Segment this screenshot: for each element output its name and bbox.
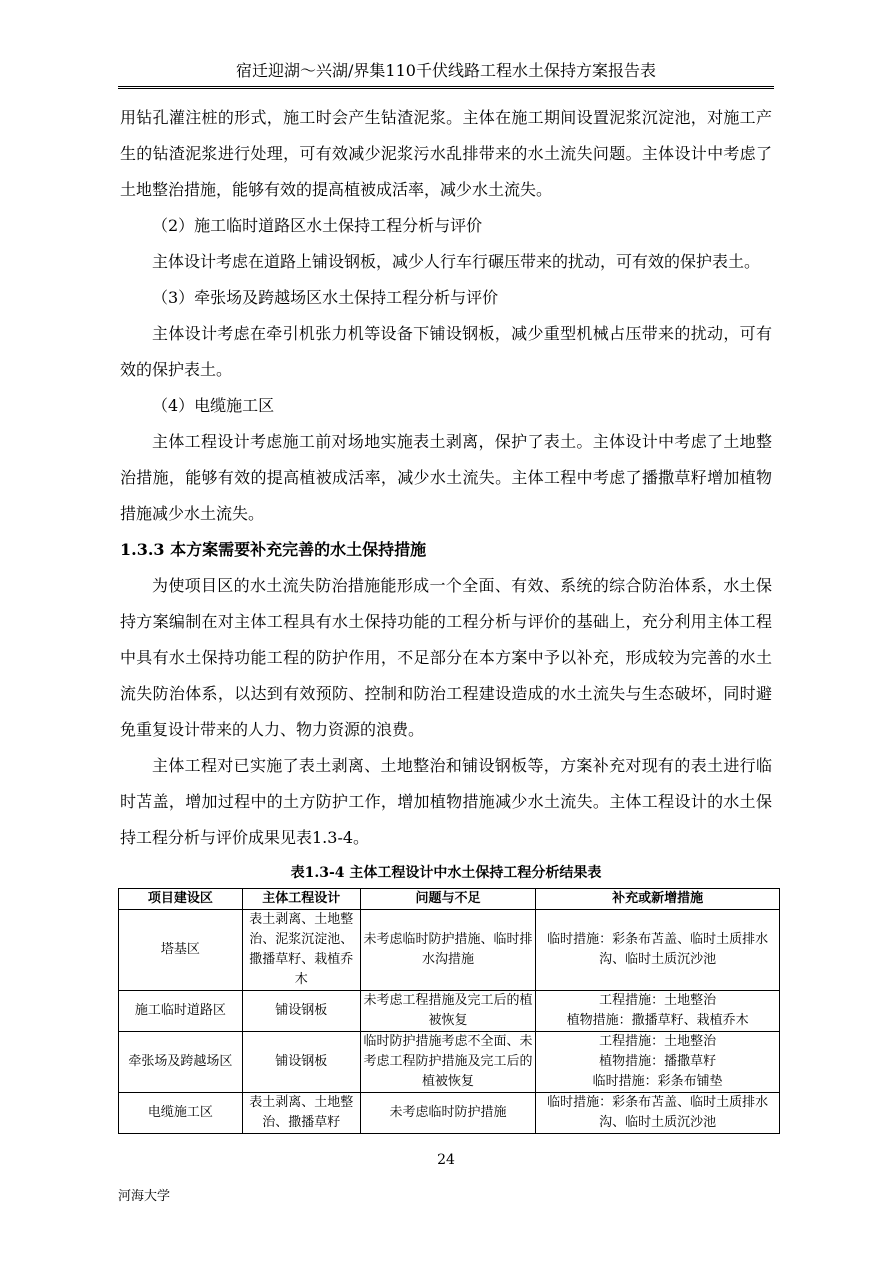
cell-issue: 未考虑临时防护措施 <box>360 1093 536 1134</box>
col-header: 问题与不足 <box>360 889 536 910</box>
cell-design: 表土剥离、土地整治、撒播草籽 <box>242 1093 360 1134</box>
cell-measure <box>536 910 780 991</box>
cell-issue: 未考虑临时防护措施、临时排水沟措施 <box>360 910 536 991</box>
measure-line: 植物措施：撒播草籽、栽植乔木 <box>566 1013 749 1028</box>
cell-measure <box>536 1032 780 1093</box>
paragraph: 为使项目区的水土流失防治措施能形成一个全面、有效、系统的综合防治体系，水土保持方案编制在对主体工程具有水土保持功能的工程分析与评价的基础上，充分利用主体工程中具有水土保持功能工程的防护作用，不足部分在本方案中予以补充，形成较为完善的水土流失防治体系，以达到有效预防、控制和防治工程建设造成的水土流失与生态破坏，同时避免重复设计带来的人力、物力资源的浪费。 <box>120 576 772 739</box>
col-header: 补充或新增措施 <box>536 889 780 910</box>
cell-area: 塔基区 <box>119 910 243 991</box>
table-row <box>119 1093 780 1134</box>
cell-area: 施工临时道路区 <box>119 991 243 1032</box>
cell-area: 电缆施工区 <box>119 1093 243 1134</box>
cell-design: 铺设钢板 <box>242 991 360 1032</box>
table-title: 表1.3-4 主体工程设计中水土保持工程分析结果表 <box>290 865 602 881</box>
page-number: 24 <box>437 1152 455 1168</box>
cell-measure <box>536 991 780 1032</box>
cell-area: 牵张场及跨越场区 <box>119 1032 243 1093</box>
page-content <box>120 100 772 1134</box>
section-heading: （3）牵张场及跨越场区水土保持工程分析与评价 <box>152 288 499 307</box>
cell-measure <box>536 1093 780 1134</box>
subsection-title: 1.3.3 本方案需要补充完善的水土保持措施 <box>120 540 427 559</box>
col-header: 项目建设区 <box>119 889 243 910</box>
section-heading: （4）电缆施工区 <box>152 396 275 415</box>
table-row <box>119 1032 780 1093</box>
paragraph: 主体工程设计考虑施工前对场地实施表土剥离，保护了表土。主体设计中考虑了土地整治措施，能够有效的提高植被成活率，减少水土流失。主体工程中考虑了播撒草籽增加植物措施减少水土流失。 <box>120 432 772 523</box>
measure-line: 临时措施：彩条布苫盖、临时土质排水沟、临时土质沉沙池 <box>547 1095 769 1130</box>
cell-design: 铺设钢板 <box>242 1032 360 1093</box>
paragraph: 主体工程对已实施了表土剥离、土地整治和铺设钢板等，方案补充对现有的表土进行临时苫盖，增加过程中的土方防护工作，增加植物措施减少水土流失。主体工程设计的水土保持工程分析与评价成果见表1.3-4。 <box>120 756 772 847</box>
page-header: 宿迁迎湖～兴湖/界集110千伏线路工程水土保持方案报告表 <box>118 60 774 89</box>
cell-issue: 未考虑工程措施及完工后的植被恢复 <box>360 991 536 1032</box>
measure-line: 临时措施：彩条布铺垫 <box>592 1074 723 1089</box>
cell-issue: 临时防护措施考虑不全面、未考虑工程防护措施及完工后的植被恢复 <box>360 1032 536 1093</box>
table-header-row <box>119 889 780 910</box>
paragraph: 用钻孔灌注桩的形式，施工时会产生钻渣泥浆。主体在施工期间设置泥浆沉淀池，对施工产生的钻渣泥浆进行处理，可有效减少泥浆污水乱排带来的水土流失问题。主体设计中考虑了土地整治措施，能够有效的提高植被成活率，减少水土流失。 <box>120 108 772 199</box>
col-header: 主体工程设计 <box>242 889 360 910</box>
table-row <box>119 910 780 991</box>
paragraph: 主体设计考虑在牵引机张力机等设备下铺设钢板，减少重型机械占压带来的扰动，可有效的保护表土。 <box>120 324 772 379</box>
paragraph: 主体设计考虑在道路上铺设钢板，减少人行车行碾压带来的扰动，可有效的保护表土。 <box>152 252 761 271</box>
measure-line: 植物措施：播撒草籽 <box>599 1054 717 1069</box>
cell-design: 表土剥离、土地整治、泥浆沉淀池、撒播草籽、栽植乔木 <box>242 910 360 991</box>
measure-line: 临时措施：彩条布苫盖、临时土质排水沟、临时土质沉沙池 <box>547 932 769 967</box>
section-heading: （2）施工临时道路区水土保持工程分析与评价 <box>152 216 483 235</box>
analysis-table <box>118 888 780 1134</box>
measure-line: 工程措施：土地整治 <box>599 1034 717 1049</box>
measure-line: 工程措施：土地整治 <box>599 993 717 1008</box>
footer-school: 河海大学 <box>118 1189 171 1204</box>
table-row <box>119 991 780 1032</box>
